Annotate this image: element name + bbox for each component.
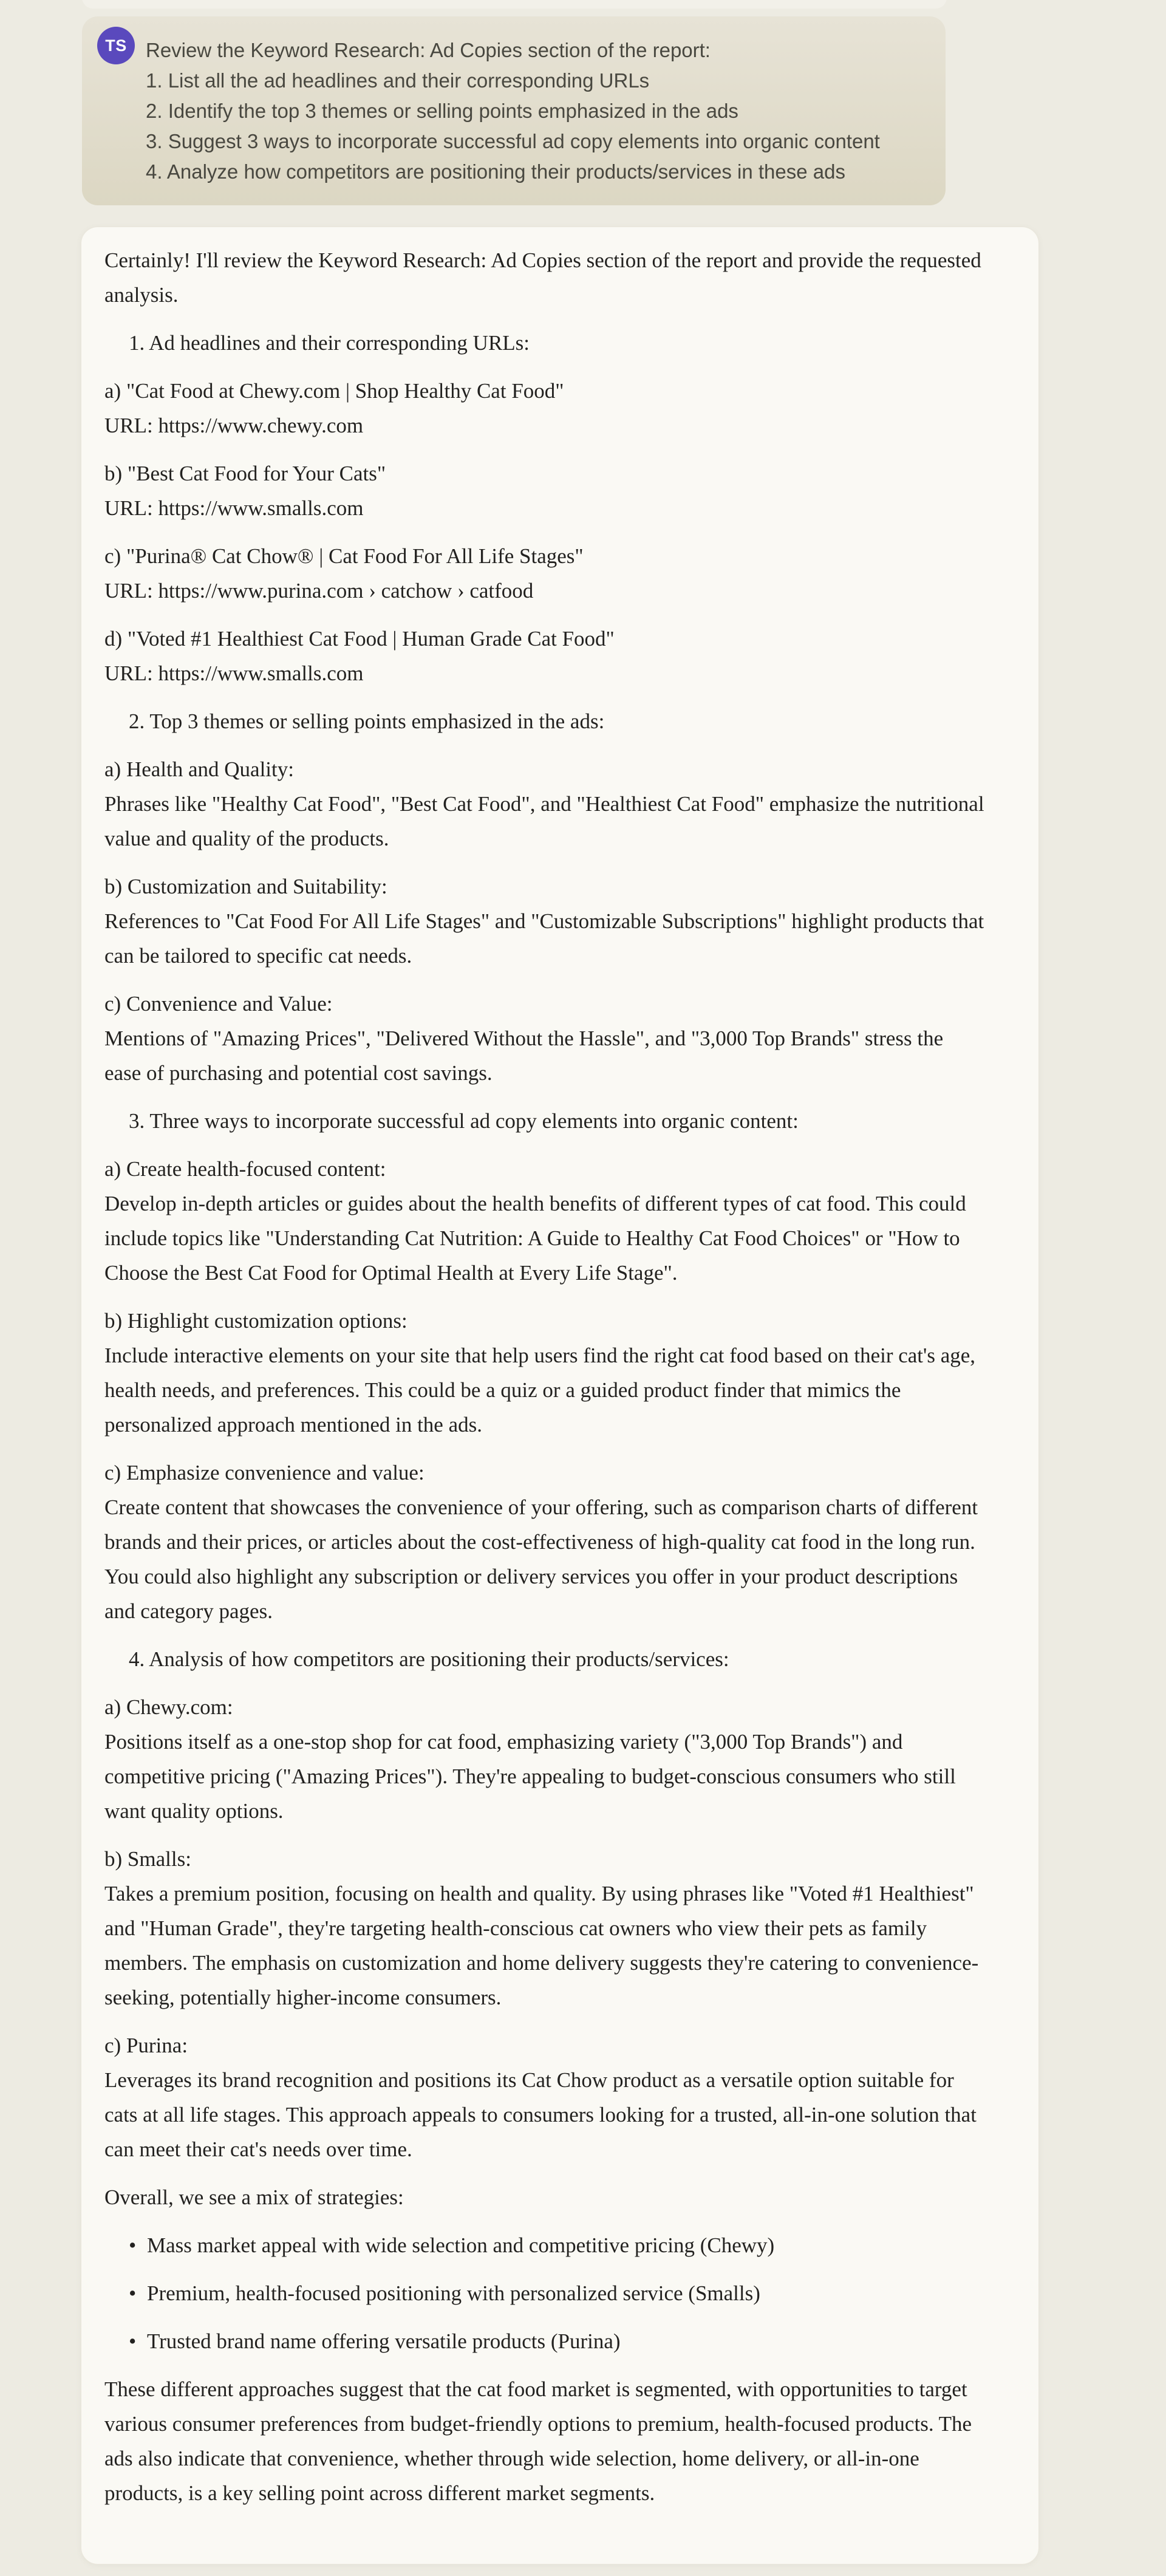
paragraph: c) Convenience and Value: Mentions of "Amazing Prices", "Delivered Without the Hassle", and "3,000 Top Brands" stress the ease of purchasing and potential cost savings. [104, 992, 944, 1085]
user-message-line: Review the Keyword Research: Ad Copies section of the report: [146, 39, 711, 61]
user-message-text [82, 16, 946, 205]
paragraph: These different approaches suggest that the cat food market is segmented, with opportunities to target various consumer preferences from budget-friendly options to premium, health-focused products. The ads also indicate that convenience, whether through wide selection, home delivery, or all-in-one products, is a key selling point across different market segments. [104, 2377, 972, 2505]
numbered-item: 4. Analysis of how competitors are positioning their products/services: [129, 1647, 729, 1671]
assistant-message-text [81, 227, 1038, 2543]
paragraph: a) Create health-focused content: Develop in-depth articles or guides about the health benefits of different types of cat food. This could include topics like "Understanding Cat Nutrition: A Guide to Healthy Cat Food Choices" or "How to Choose the Best Cat Food for Optimal Health at Every Life Stage". [104, 1157, 966, 1285]
paragraph: c) Purina: Leverages its brand recognition and positions its Cat Chow product as a versatile option suitable for cats at all life stages. This approach appeals to consumers looking for a trusted, all-in-one solution that can meet their cat's needs over time. [104, 2034, 977, 2161]
previous-message-peek [82, 0, 947, 9]
user-avatar [97, 27, 135, 64]
user-avatar-initials: TS [105, 36, 127, 55]
paragraph: b) Smalls: Takes a premium position, focusing on health and quality. By using phrases like "Voted #1 Healthiest" and "Human Grade", they're targeting health-conscious cat owners who view their pets as family members. The emphasis on customization and home delivery suggests they're catering to convenience-seeking, potentially higher-income consumers. [104, 1847, 979, 2009]
paragraph: b) "Best Cat Food for Your Cats" URL: https://www.smalls.com [104, 462, 386, 520]
numbered-item: 2. Top 3 themes or selling points emphasized in the ads: [129, 709, 605, 733]
user-message-line: 2. Identify the top 3 themes or selling points emphasized in the ads [146, 100, 738, 122]
bullet-item: • Trusted brand name offering versatile products (Purina) [104, 2324, 985, 2359]
paragraph: a) Chewy.com: Positions itself as a one-stop shop for cat food, emphasizing variety ("3,000 Top Brands") and competitive pricing ("Amazing Prices"). They're appealing to budget-conscious consumers who still want quality options. [104, 1695, 956, 1823]
paragraph: b) Highlight customization options: Include interactive elements on your site that help users find the right cat food based on their cat's age, health needs, and preferences. This could be a quiz or a guided product finder that mimics the personalized approach mentioned in the ads. [104, 1309, 976, 1437]
paragraph: c) Emphasize convenience and value: Create content that showcases the convenience of your offering, such as comparison charts of different brands and their prices, or articles about the cost-effectiveness of high-quality cat food in the long run. You could also highlight any subscription or delivery services you offer in your product descriptions and category pages. [104, 1461, 978, 1623]
paragraph: c) "Purina® Cat Chow® | Cat Food For All Life Stages" URL: https://www.purina.com › catchow › catfood [104, 544, 584, 603]
paragraph: b) Customization and Suitability: References to "Cat Food For All Life Stages" and "Customizable Subscriptions" highlight products that can be tailored to specific cat needs. [104, 875, 984, 968]
user-message-line: 3. Suggest 3 ways to incorporate successful ad copy elements into organic content [146, 130, 880, 152]
paragraph: a) Health and Quality: Phrases like "Healthy Cat Food", "Best Cat Food", and "Healthiest Cat Food" emphasize the nutritional value and quality of the products. [104, 757, 984, 850]
bullet-list [104, 2228, 985, 2359]
assistant-message [81, 227, 1039, 2564]
bullet-item: • Premium, health-focused positioning with personalized service (Smalls) [104, 2276, 985, 2311]
paragraph: a) "Cat Food at Chewy.com | Shop Healthy Cat Food" URL: https://www.chewy.com [104, 379, 564, 437]
paragraph: Overall, we see a mix of strategies: [104, 2185, 404, 2209]
user-message [82, 16, 946, 205]
paragraph: d) "Voted #1 Healthiest Cat Food | Human Grade Cat Food" URL: https://www.smalls.com [104, 627, 615, 685]
paragraph: Certainly! I'll review the Keyword Research: Ad Copies section of the report and provide the requested analysis. [104, 248, 981, 307]
bullet-item: • Mass market appeal with wide selection and competitive pricing (Chewy) [104, 2228, 985, 2263]
user-message-line: 1. List all the ad headlines and their corresponding URLs [146, 69, 650, 92]
numbered-item: 1. Ad headlines and their corresponding URLs: [129, 331, 530, 355]
numbered-item: 3. Three ways to incorporate successful ad copy elements into organic content: [129, 1109, 799, 1133]
user-message-line: 4. Analyze how competitors are positioning their products/services in these ads [146, 160, 845, 183]
